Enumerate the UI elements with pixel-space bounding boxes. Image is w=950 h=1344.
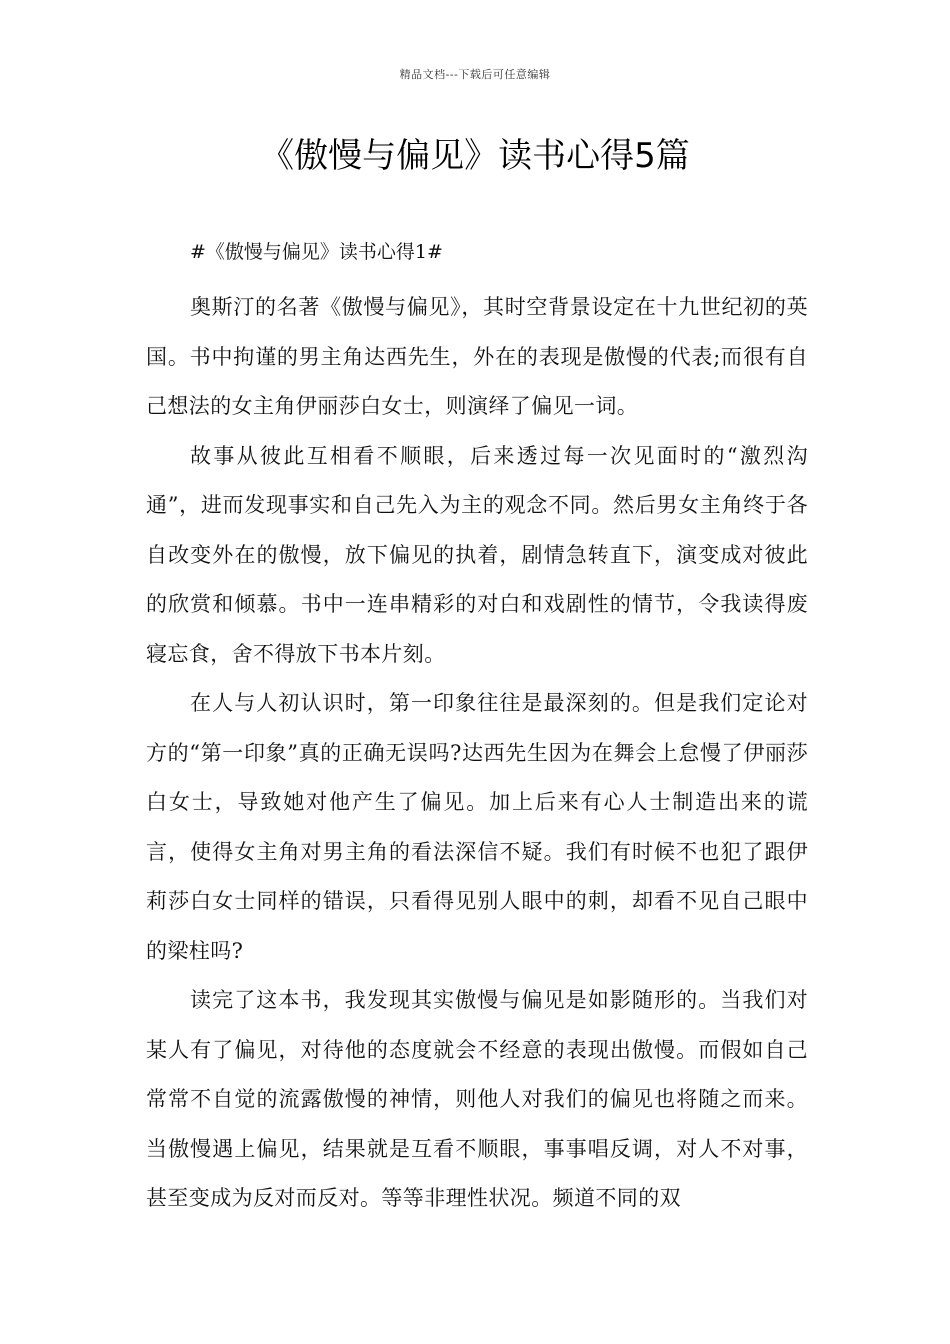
document-title: 《傲慢与偏见》读书心得5篇 (260, 136, 690, 176)
paragraph: 奥斯汀的名著《傲慢与偏见》，其时空背景设定在十九世纪初的英国。书中拘谨的男主角达西先生，外在的表现是傲慢的代表;而很有自己想法的女主角伊丽莎白女士，则演绎了偏见一词。 (146, 295, 808, 418)
paragraph: 读完了这本书，我发现其实傲慢与偏见是如影随形的。当我们对某人有了偏见，对待他的态度就会不经意的表现出傲慢。而假如自己常常不自觉的流露傲慢的神情，则他人对我们的偏见也将随之而来。当傲慢遇上偏见，结果就是互看不顺眼，事事唱反调，对人不对事，甚至变成为反对而反对。等等非理性状况。频道不同的双 (146, 988, 808, 1210)
paragraph: 在人与人初认识时，第一印象往往是最深刻的。但是我们定论对方的“第一印象”真的正确无误吗?达西先生因为在舞会上怠慢了伊丽莎白女士，导致她对他产生了偏见。加上后来有心人士制造出来的谎言，使得女主角对男主角的看法深信不疑。我们有时候不也犯了跟伊莉莎白女士同样的错误，只看得见别人眼中的刺，却看不见自己眼中的梁柱吗? (146, 691, 808, 963)
header-note: 精品文档---下载后可任意编辑 (399, 68, 551, 81)
section-heading: #《傲慢与偏见》读书心得1# (190, 241, 443, 263)
document-body (146, 234, 808, 1224)
paragraph: 故事从彼此互相看不顺眼，后来透过每一次见面时的“激烈沟通”，进而发现事实和自己先入为主的观念不同。然后男女主角终于各自改变外在的傲慢，放下偏见的执着，剧情急转直下，演变成对彼此的欣赏和倾慕。书中一连串精彩的对白和戏剧性的情节，令我读得废寝忘食，舍不得放下书本片刻。 (146, 443, 808, 666)
